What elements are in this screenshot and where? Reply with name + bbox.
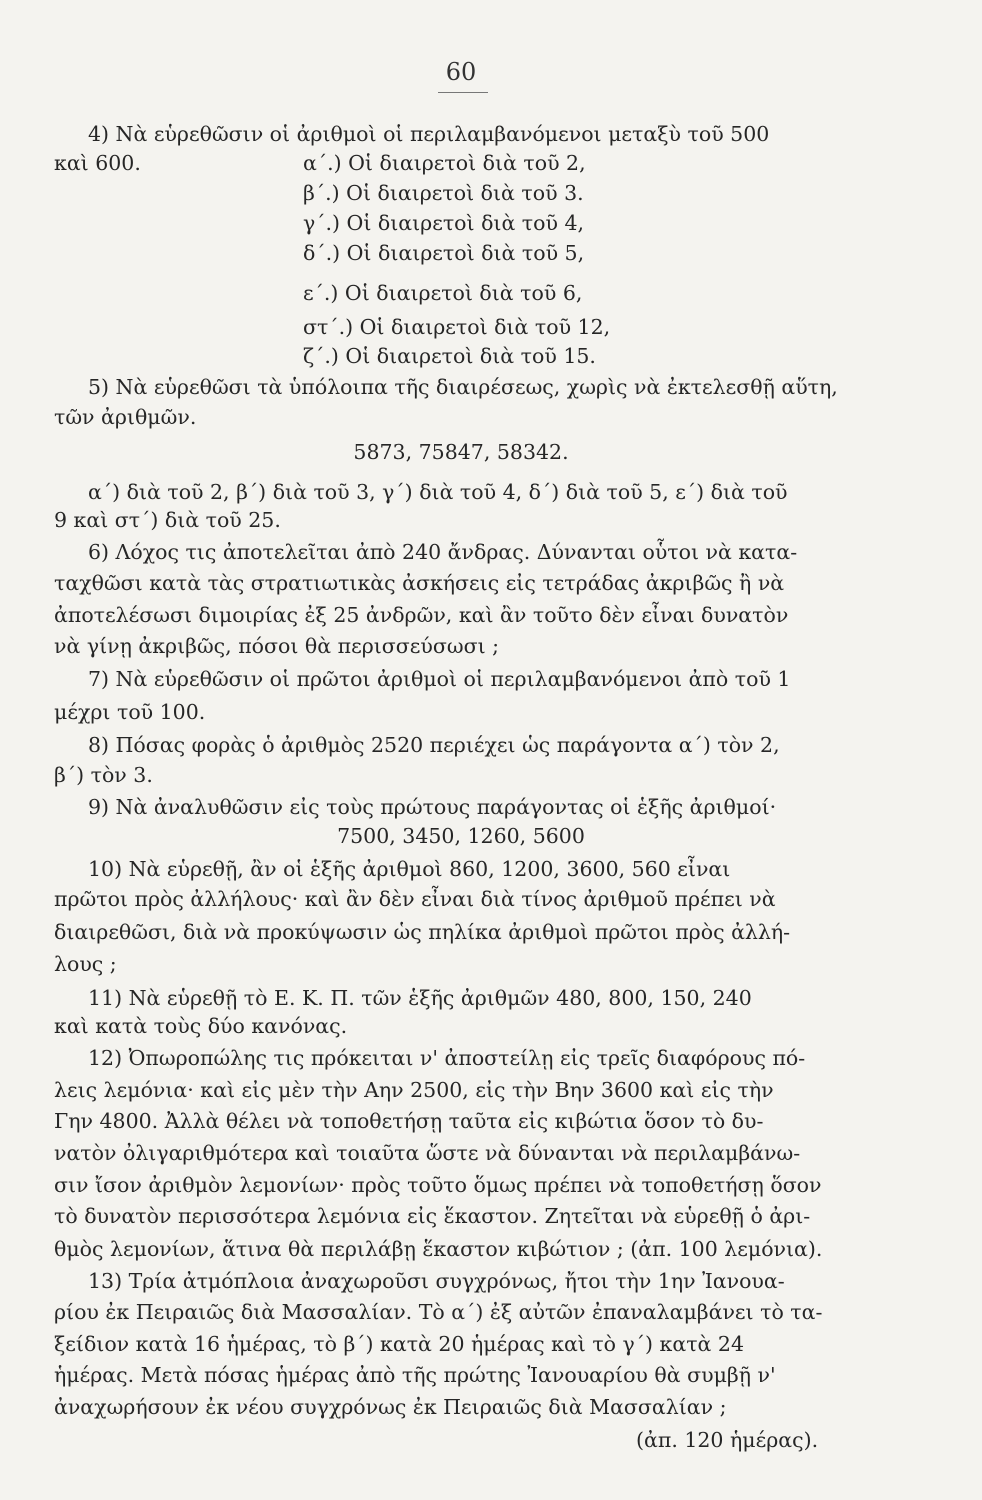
text-line: α΄) διὰ τοῦ 2, β΄) διὰ τοῦ 3, γ΄) διὰ τοῦ 4, δ΄) διὰ τοῦ 5, ε΄) διὰ τοῦ	[88, 480, 788, 504]
text-line: 5873, 75847, 58342.	[353, 440, 569, 464]
text-line: θμὸς λεμονίων, ἅτινα θὰ περιλάβῃ ἕκαστον κιβώτιον ; (ἀπ. 100 λεμόνια).	[54, 1237, 823, 1261]
text-line: 11) Νὰ εὑρεθῇ τὸ Ε. Κ. Π. τῶν ἑξῆς ἀριθμῶν 480, 800, 150, 240	[88, 986, 752, 1010]
text-line: καὶ 600.	[54, 151, 141, 175]
text-line: ρίου ἐκ Πειραιῶς διὰ Μασσαλίαν. Τὸ α΄) ἐξ αὐτῶν ἐπαναλαμβάνει τὸ τα-	[54, 1300, 823, 1324]
text-line: 8) Πόσας φορὰς ὁ ἀριθμὸς 2520 περιέχει ὡς παράγοντα α΄) τὸν 2,	[88, 733, 780, 757]
text-line: στ΄.) Οἱ διαιρετοὶ διὰ τοῦ 12,	[303, 315, 611, 339]
text-line: ζ΄.) Οἱ διαιρετοὶ διὰ τοῦ 15.	[303, 344, 596, 368]
text-line: λεις λεμόνια· καὶ εἰς μὲν τὴν Αην 2500, εἰς τὴν Βην 3600 καὶ εἰς τὴν	[54, 1078, 774, 1102]
text-line: 9 καὶ στ΄) διὰ τοῦ 25.	[54, 508, 281, 532]
text-line: 6) Λόχος τις ἀποτελεῖται ἀπὸ 240 ἄνδρας. Δύνανται οὗτοι νὰ κατα-	[88, 540, 798, 564]
text-line: ταχθῶσι κατὰ τὰς στρατιωτικὰς ἀσκήσεις εἰς τετράδας ἀκριβῶς ἢ νὰ	[54, 571, 785, 595]
answer-line: (ἀπ. 120 ἡμέρας).	[636, 1428, 819, 1452]
text-line: τὸ δυνατὸν περισσότερα λεμόνια εἰς ἕκαστον. Ζητεῖται νὰ εὑρεθῇ ὁ ἀρι-	[54, 1204, 811, 1228]
text-line: 4) Νὰ εὑρεθῶσιν οἱ ἀριθμοὶ οἱ περιλαμβανόμενοι μεταξὺ τοῦ 500	[88, 122, 770, 146]
text-line: 10) Νὰ εὑρεθῇ, ἂν οἱ ἑξῆς ἀριθμοὶ 860, 1200, 3600, 560 εἶναι	[88, 857, 731, 881]
text-line: γ΄.) Οἱ διαιρετοὶ διὰ τοῦ 4,	[303, 211, 585, 235]
text-line: 5) Νὰ εὑρεθῶσι τὰ ὑπόλοιπα τῆς διαιρέσεως, χωρὶς νὰ ἐκτελεσθῇ αὕτη,	[88, 375, 838, 399]
text-line: ἀποτελέσωσι διμοιρίας ἐξ 25 ἀνδρῶν, καὶ ἂν τοῦτο δὲν εἶναι δυνατὸν	[54, 603, 789, 627]
text-line: 7500, 3450, 1260, 5600	[337, 824, 585, 848]
text-line: νὰ γίνῃ ἀκριβῶς, πόσοι θὰ περισσεύσωσι ;	[54, 634, 500, 658]
text-line: δ΄.) Οἱ διαιρετοὶ διὰ τοῦ 5,	[303, 241, 585, 265]
text-line: διαιρεθῶσι, διὰ νὰ προκύψωσιν ὡς πηλίκα ἀριθμοὶ πρῶτοι πρὸς ἀλλή-	[54, 920, 791, 944]
text-line: 13) Τρία ἀτμόπλοια ἀναχωροῦσι συγχρόνως, ἤτοι τὴν 1ην Ἰανουα-	[88, 1269, 785, 1293]
text-line: σιν ἴσον ἀριθμὸν λεμονίων· πρὸς τοῦτο ὅμως πρέπει νὰ τοποθετήσῃ ὅσον	[54, 1173, 822, 1197]
text-line: πρῶτοι πρὸς ἀλλήλους· καὶ ἂν δὲν εἶναι διὰ τίνος ἀριθμοῦ πρέπει νὰ	[54, 887, 776, 911]
text-line: Γην 4800. Ἀλλὰ θέλει νὰ τοποθετήσῃ ταῦτα εἰς κιβώτια ὅσον τὸ δυ-	[54, 1109, 764, 1133]
text-line: 7) Νὰ εὑρεθῶσιν οἱ πρῶτοι ἀριθμοὶ οἱ περιλαμβανόμενοι ἀπὸ τοῦ 1	[88, 667, 791, 691]
text-line: ξείδιον κατὰ 16 ἡμέρας, τὸ β΄) κατὰ 20 ἡμέρας καὶ τὸ γ΄) κατὰ 24	[54, 1332, 745, 1356]
text-line: ε΄.) Οἱ διαιρετοὶ διὰ τοῦ 6,	[303, 281, 583, 305]
text-line: ἡμέρας. Μετὰ πόσας ἡμέρας ἀπὸ τῆς πρώτης Ἰανουαρίου θὰ συμβῇ ν'	[54, 1363, 776, 1387]
text-line: μέχρι τοῦ 100.	[54, 700, 206, 724]
text-line: 9) Νὰ ἀναλυθῶσιν εἰς τοὺς πρώτους παράγοντας οἱ ἑξῆς ἀριθμοί·	[88, 795, 777, 819]
text-line: νατὸν ὀλιγαριθμότερα καὶ τοιαῦτα ὥστε νὰ δύνανται νὰ περιλαμβάνω-	[54, 1141, 801, 1165]
text-line: 12) Ὀπωροπώλης τις πρόκειται ν' ἀποστείλῃ εἰς τρεῖς διαφόρους πό-	[88, 1046, 806, 1070]
text-line: ἀναχωρήσουν ἐκ νέου συγχρόνως ἐκ Πειραιῶς διὰ Μασσαλίαν ;	[54, 1395, 727, 1419]
page-number-rule	[438, 92, 488, 93]
text-line: λους ;	[54, 952, 117, 976]
text-line: α΄.) Οἱ διαιρετοὶ διὰ τοῦ 2,	[303, 151, 586, 175]
text-line: καὶ κατὰ τοὺς δύο κανόνας.	[54, 1014, 348, 1038]
text-line: β΄) τὸν 3.	[54, 763, 153, 787]
page-number: 60	[445, 58, 477, 86]
text-line: β΄.) Οἱ διαιρετοὶ διὰ τοῦ 3.	[303, 181, 584, 205]
text-line: τῶν ἀριθμῶν.	[54, 405, 197, 429]
